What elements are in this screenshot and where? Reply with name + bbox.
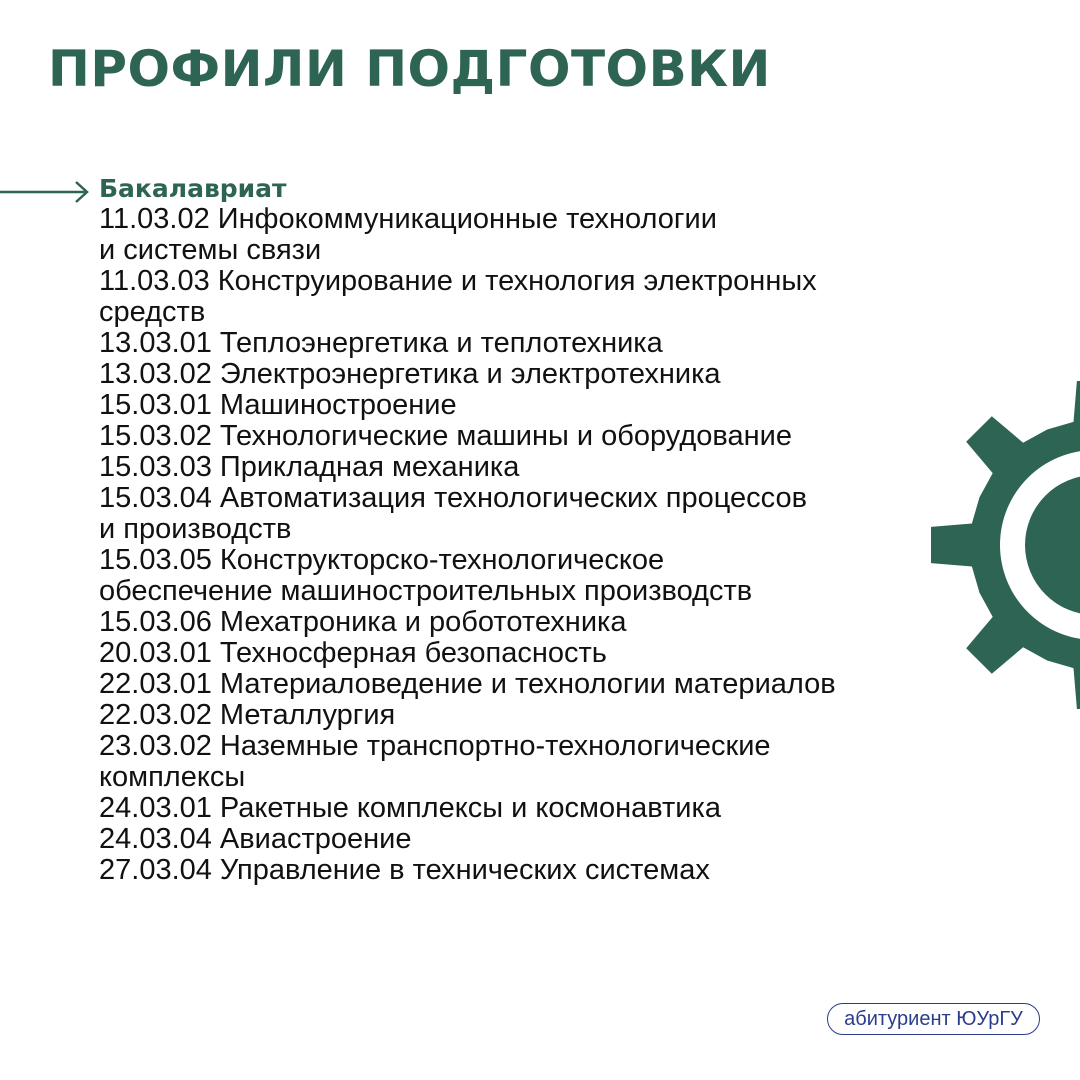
programs-list <box>99 204 949 886</box>
program-item <box>99 390 949 421</box>
program-code: 15.03.04 <box>99 482 212 514</box>
program-code: 11.03.02 <box>99 203 210 235</box>
program-item <box>99 266 949 328</box>
program-name: Управление в технических системах <box>219 854 710 886</box>
program-code: 13.03.01 <box>99 327 212 359</box>
program-name: Электроэнергетика и электротехника <box>219 358 721 390</box>
programs-section <box>99 173 949 886</box>
program-code: 11.03.03 <box>99 265 210 297</box>
program-item <box>99 638 949 669</box>
program-item <box>99 607 949 638</box>
program-name: Прикладная механика <box>219 451 520 483</box>
program-name: Материаловедение и технологии материалов <box>219 668 836 700</box>
program-item <box>99 545 949 607</box>
program-item <box>99 669 949 700</box>
program-name-continued: и производств <box>99 513 292 545</box>
program-code: 24.03.01 <box>99 792 212 824</box>
program-name: Машиностроение <box>219 389 457 421</box>
program-item <box>99 855 949 886</box>
program-name: Теплоэнергетика и теплотехника <box>219 327 663 359</box>
program-item <box>99 421 949 452</box>
program-name: Инфокоммуникационные технологии <box>217 203 717 235</box>
program-code: 24.03.04 <box>99 823 212 855</box>
program-name: Автоматизация технологических процессов <box>219 482 808 514</box>
program-item <box>99 204 949 266</box>
program-name: Конструирование и технология электронных <box>217 265 817 297</box>
level-heading: Бакалавриат <box>99 174 287 203</box>
program-item <box>99 731 949 793</box>
program-item <box>99 793 949 824</box>
program-name: Металлургия <box>219 699 396 731</box>
program-item <box>99 452 949 483</box>
program-code: 20.03.01 <box>99 637 212 669</box>
program-name: Ракетные комплексы и космонавтика <box>219 792 721 824</box>
program-name: Мехатроника и робототехника <box>219 606 627 638</box>
page-title: ПРОФИЛИ ПОДГОТОВКИ <box>48 40 771 98</box>
program-code: 23.03.02 <box>99 730 212 762</box>
program-code: 22.03.01 <box>99 668 212 700</box>
program-code: 15.03.03 <box>99 451 212 483</box>
program-code: 13.03.02 <box>99 358 212 390</box>
program-code: 15.03.02 <box>99 420 212 452</box>
program-name: Наземные транспортно-технологические <box>219 730 771 762</box>
program-item <box>99 328 949 359</box>
program-name-continued: комплексы <box>99 761 246 793</box>
program-name: Техносферная безопасность <box>219 637 607 669</box>
program-code: 15.03.06 <box>99 606 212 638</box>
program-name: Авиастроение <box>219 823 412 855</box>
program-code: 15.03.01 <box>99 389 212 421</box>
gear-icon <box>930 380 1080 710</box>
program-name: Технологические машины и оборудование <box>219 420 792 452</box>
program-code: 27.03.04 <box>99 854 212 886</box>
program-name-continued: и системы связи <box>99 234 322 266</box>
brand-badge: абитуриент ЮУрГУ <box>827 1003 1040 1035</box>
program-item <box>99 359 949 390</box>
program-name-continued: средств <box>99 296 206 328</box>
program-name: Конструкторско-технологическое <box>219 544 665 576</box>
program-item <box>99 700 949 731</box>
program-item <box>99 483 949 545</box>
program-item <box>99 824 949 855</box>
program-code: 22.03.02 <box>99 699 212 731</box>
arrow-right-icon <box>0 178 94 206</box>
program-code: 15.03.05 <box>99 544 212 576</box>
program-name-continued: обеспечение машиностроительных производств <box>99 575 753 607</box>
